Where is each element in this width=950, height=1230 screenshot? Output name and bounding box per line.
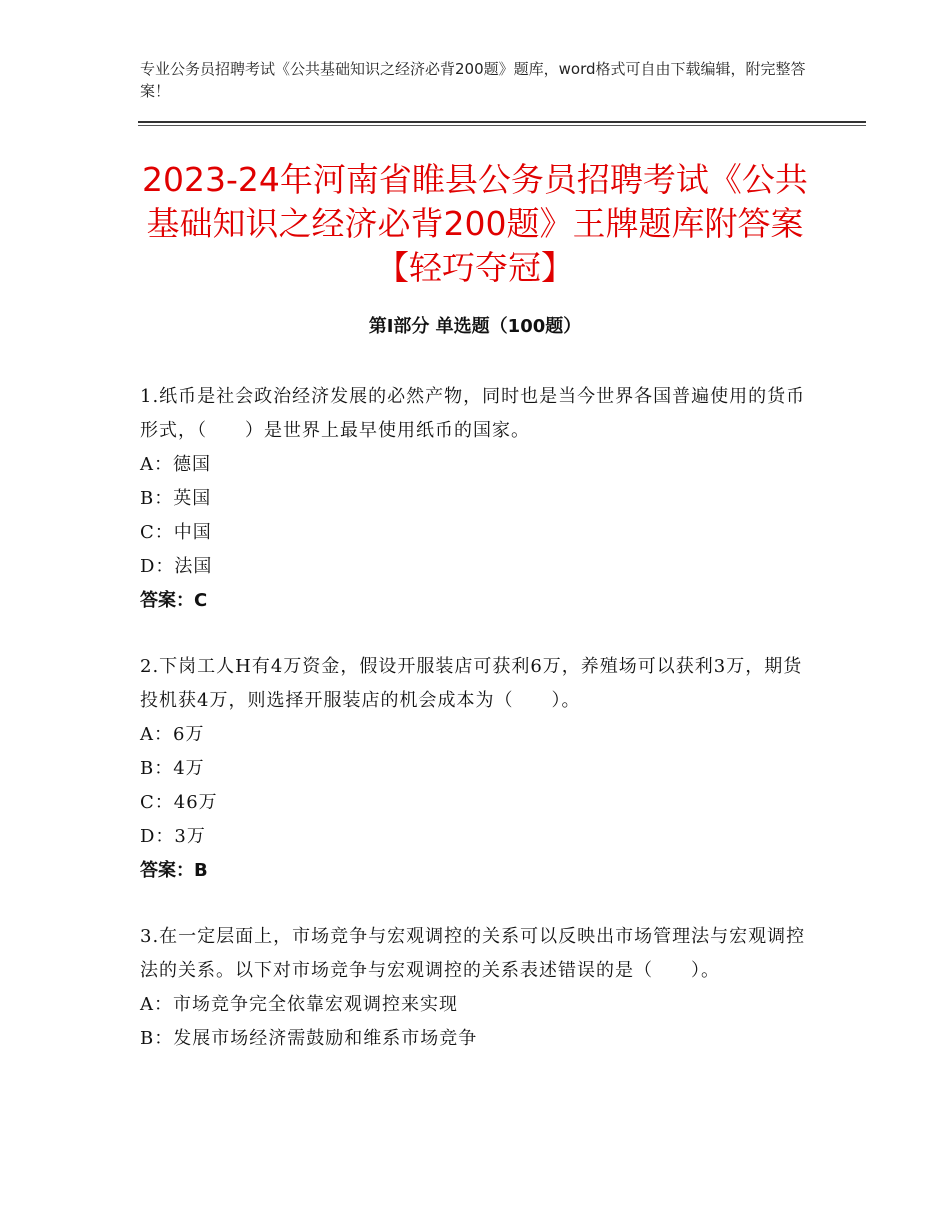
option-d: D：3万 (140, 826, 206, 847)
document-title: 2023-24年河南省睢县公务员招聘考试《公共基础知识之经济必背200题》王牌题库附答案【轻巧夺冠】 (142, 160, 808, 287)
question-stem: 2.下岗工人H有4万资金，假设开服装店可获利6万，养殖场可以获利3万，期货投机获4万，则选择开服装店的机会成本为（ ）。 (140, 656, 803, 711)
option-c: C：中国 (140, 522, 212, 543)
question-1 (140, 380, 812, 618)
question-stem: 1.纸币是社会政治经济发展的必然产物，同时也是当今世界各国普遍使用的货币形式，（ ）是世界上最早使用纸币的国家。 (140, 386, 806, 441)
question-2 (140, 650, 812, 888)
question-stem: 3.在一定层面上，市场竞争与宏观调控的关系可以反映出市场管理法与宏观调控法的关系。以下对市场竞争与宏观调控的关系表述错误的是（ ）。 (140, 926, 806, 981)
option-d: D：法国 (140, 556, 213, 577)
option-b: B：发展市场经济需鼓励和维系市场竞争 (140, 1028, 478, 1049)
option-a: A：6万 (140, 724, 205, 745)
option-a: A：市场竞争完全依靠宏观调控来实现 (140, 994, 458, 1015)
answer: 答案：C (140, 590, 208, 611)
answer: 答案：B (140, 860, 208, 881)
option-a: A：德国 (140, 454, 211, 475)
option-b: B：4万 (140, 758, 205, 779)
option-c: C：46万 (140, 792, 218, 813)
question-list (140, 380, 812, 1088)
option-b: B：英国 (140, 488, 212, 509)
section-title: 第I部分 单选题（100题） (368, 316, 582, 337)
question-3 (140, 920, 812, 1056)
header-rule-thin (138, 125, 866, 126)
header-rule-thick (138, 121, 866, 123)
header-note: 专业公务员招聘考试《公共基础知识之经济必背200题》题库，word格式可自由下载编辑，附完整答案！ (140, 60, 806, 100)
